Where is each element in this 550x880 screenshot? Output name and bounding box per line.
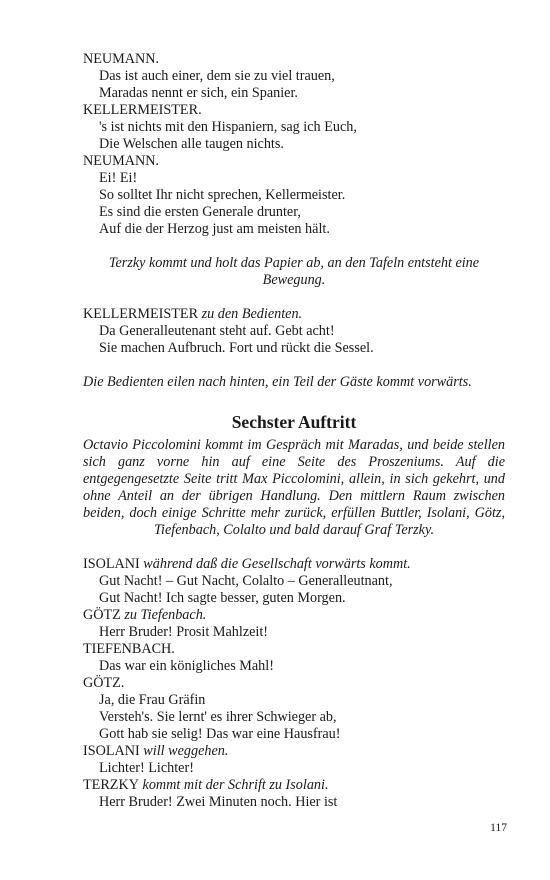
speaker-line [83, 777, 505, 794]
verse-line: Gut Nacht! Ich sagte besser, guten Morgen. [99, 590, 346, 606]
dialogue-block [83, 51, 505, 238]
speaker-line [83, 306, 505, 323]
stage-direction-inline: will weggehen. [139, 743, 229, 759]
verse-line: Maradas nennt er sich, ein Spanier. [99, 85, 298, 101]
speaker-line [83, 675, 505, 692]
speaker-line [83, 607, 505, 624]
speaker-line [83, 743, 505, 760]
verse-line: Herr Bruder! Prosit Mahlzeit! [99, 624, 269, 640]
verse-line: 's ist nichts mit den Hispaniern, sag ich Euch, [99, 119, 357, 135]
scene-description: Octavio Piccolomini kommt im Gespräch mit Maradas, und beide stellen sich ganz vorne hin auf eine Seite des Proszeniums. Auf die entgegengesetzte Seite tritt Max Piccolomini, allein, in sich gekehrt, und ohne Anteil an der übrigen Handlung. Den mittlern Raum zwischen beiden, doch einige Schritte mehr zurück, erfüllen Buttler, Isolani, Götz, Tiefenbach, Colalto und bald darauf Graf Terzky. [83, 437, 505, 538]
speaker-name: GÖTZ. [83, 675, 125, 691]
book-page [83, 51, 505, 811]
stage-direction-inline: kommt mit der Schrift zu Isolani. [138, 777, 329, 793]
verse-line: Herr Bruder! Zwei Minuten noch. Hier ist [99, 794, 338, 810]
verse-line: Ja, die Frau Gräfin [99, 692, 206, 708]
speaker-name: GÖTZ [83, 607, 121, 623]
scene-heading: Sechster Auftritt [231, 412, 357, 432]
verse-line: Das war ein königliches Mahl! [99, 658, 274, 674]
verse-line: Sie machen Aufbruch. Fort und rückt die Sessel. [99, 340, 374, 356]
verse-line: Ei! Ei! [99, 170, 138, 186]
speaker-name: NEUMANN. [83, 51, 160, 67]
stage-direction: Terzky kommt und holt das Papier ab, an den Tafeln entsteht eine Bewegung. [108, 255, 480, 288]
speaker-name: KELLERMEISTER. [83, 102, 202, 118]
verse-line: Es sind die ersten Generale drunter, [99, 204, 301, 220]
stage-direction-inline: während daß die Gesellschaft vorwärts kommt. [139, 556, 411, 572]
verse-line: Versteh's. Sie lernt' es ihrer Schwieger ab, [99, 709, 337, 725]
dialogue-block [83, 306, 505, 357]
page-number: 117 [490, 822, 507, 834]
speaker-line [83, 641, 505, 658]
speaker-name: ISOLANI [83, 556, 140, 572]
stage-direction-inline: zu den Bedienten. [198, 306, 303, 322]
speaker-line [83, 102, 505, 119]
speaker-name: TIEFENBACH. [83, 641, 175, 657]
verse-line: Die Welschen alle taugen nichts. [99, 136, 284, 152]
speaker-name: ISOLANI [83, 743, 140, 759]
speaker-name: NEUMANN. [83, 153, 160, 169]
stage-direction: Die Bedienten eilen nach hinten, ein Teil der Gäste kommt vorwärts. [83, 374, 472, 390]
speaker-line [83, 153, 505, 170]
verse-line: Gut Nacht! – Gut Nacht, Colalto – Generalleutnant, [99, 573, 393, 589]
stage-direction-inline: zu Tiefenbach. [120, 607, 207, 623]
verse-line: Lichter! Lichter! [99, 760, 194, 776]
verse-line: So solltet Ihr nicht sprechen, Kellermeister. [99, 187, 346, 203]
speaker-name: TERZKY [83, 777, 139, 793]
verse-line: Da Generalleutenant steht auf. Gebt acht! [99, 323, 335, 339]
verse-line: Das ist auch einer, dem sie zu viel trauen, [99, 68, 335, 84]
speaker-line [83, 556, 505, 573]
speaker-name: KELLERMEISTER [83, 306, 199, 322]
verse-line: Auf die der Herzog just am meisten hält. [99, 221, 330, 237]
verse-line: Gott hab sie selig! Das war eine Hausfrau! [99, 726, 341, 742]
speaker-line [83, 51, 505, 68]
dialogue-block [83, 556, 505, 811]
